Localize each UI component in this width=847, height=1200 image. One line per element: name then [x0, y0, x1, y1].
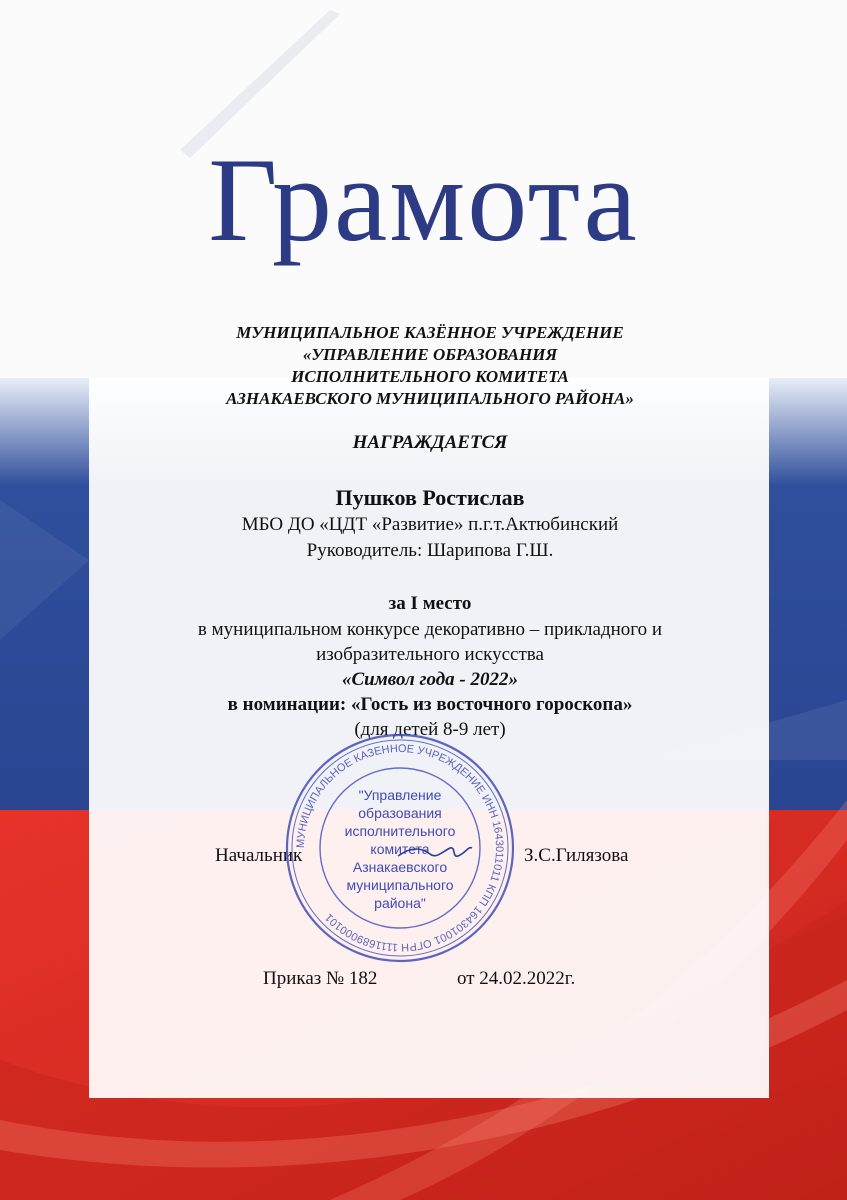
organization-name	[100, 322, 760, 410]
stamp-line: муниципального	[346, 877, 454, 893]
organization-line: «УПРАВЛЕНИЕ ОБРАЗОВАНИЯ	[302, 345, 558, 364]
organization-line: ИСПОЛНИТЕЛЬНОГО КОМИТЕТА	[291, 367, 569, 386]
age-group: (для детей 8-9 лет)	[354, 719, 506, 740]
institution: МБО ДО «ЦДТ «Развитие» п.г.т.Актюбинский	[241, 514, 619, 535]
contest-line-2: изобразительного искусства	[316, 644, 544, 665]
nomination: в номинации: «Гость из восточного гороскопа»	[227, 694, 633, 715]
signer-role: Начальник	[215, 845, 303, 866]
stamp-line: "Управление	[358, 787, 442, 803]
contest-line-1: в муниципальном конкурсе декоративно – прикладного и	[197, 619, 663, 640]
stamp-line: Азнакаевского	[352, 859, 448, 875]
organization-line: МУНИЦИПАЛЬНОЕ КАЗЁННОЕ УЧРЕЖДЕНИЕ	[236, 323, 624, 342]
supervisor: Руководитель: Шарипова Г.Ш.	[306, 540, 554, 561]
signer-name: З.С.Гилязова	[524, 845, 629, 866]
order-number: Приказ № 182	[263, 968, 378, 989]
recipient-name: Пушков Ростислав	[335, 485, 525, 510]
organization-line: АЗНАКАЕВСКОГО МУНИЦИПАЛЬНОГО РАЙОНА»	[226, 389, 634, 408]
place: за I место	[388, 593, 472, 614]
stamp-ring-text: МУНИЦИПАЛЬНОЕ КАЗЕННОЕ УЧРЕЖДЕНИЕ ИНН 1643011011 КПП 164301001 ОГРН 1111689000101	[294, 742, 506, 954]
order-date: от 24.02.2022г.	[457, 968, 576, 989]
stamp-line: образования	[358, 805, 442, 821]
stamp-line: комитета	[370, 841, 430, 857]
stamp-line: района"	[374, 895, 426, 911]
certificate-title: Грамота	[208, 133, 639, 266]
contest-name: «Символ года - 2022»	[341, 669, 519, 690]
stamp-line: исполнительного	[344, 823, 456, 839]
award-verb: НАГРАЖДАЕТСЯ	[352, 432, 508, 453]
official-stamp	[280, 728, 520, 968]
